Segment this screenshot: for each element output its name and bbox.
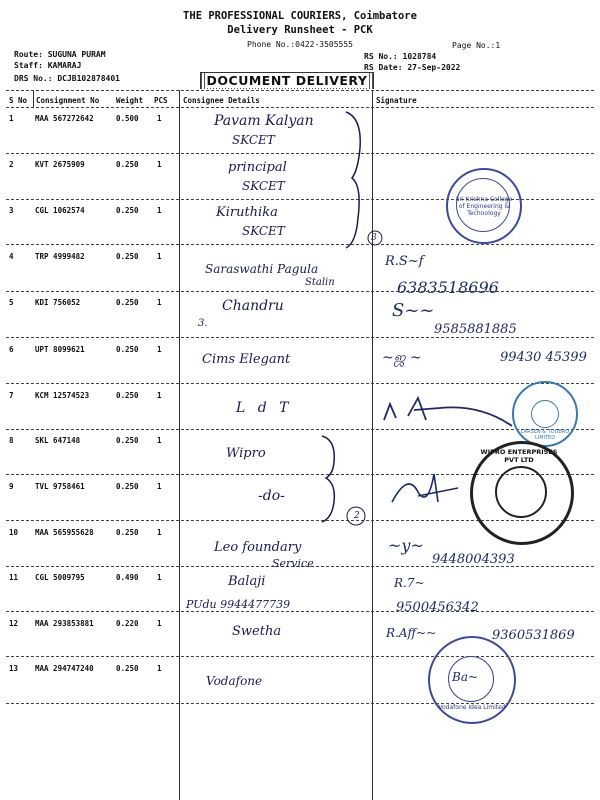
signature-lt xyxy=(380,390,520,430)
row-pcs: 1 xyxy=(157,345,162,354)
row-consignment: TRP 4999482 xyxy=(35,252,85,261)
row-sno: 13 xyxy=(9,664,19,673)
row-sno: 8 xyxy=(9,436,14,445)
row-separator xyxy=(6,244,594,245)
lt-stamp xyxy=(512,381,578,447)
signature-phone: 9360531869 xyxy=(492,628,575,643)
row-consignment: MAA 293853881 xyxy=(35,619,94,628)
row-pcs: 1 xyxy=(157,664,162,673)
bracket-count-3: 3 xyxy=(371,233,377,243)
rs-number: RS No.: 1028784 xyxy=(364,52,437,61)
consignee-handwriting-line2: PUdu 9944477739 xyxy=(186,598,291,611)
runsheet-subtitle: Delivery Runsheet - PCK xyxy=(227,24,373,36)
row-sno: 5 xyxy=(9,298,14,307)
signature-phone: 9500456342 xyxy=(396,600,479,615)
header-bottom-rule xyxy=(6,107,594,108)
consignee-handwriting-line2: SKCET xyxy=(242,179,285,193)
row-sno: 9 xyxy=(9,482,14,491)
row-sno: 4 xyxy=(9,252,14,261)
row-pcs: 1 xyxy=(157,206,162,215)
row-sno: 11 xyxy=(9,573,19,582)
college-stamp-text: Sri Krishna College of Engineering & Technology xyxy=(455,196,513,217)
row-sno: 3 xyxy=(9,206,14,215)
row-separator xyxy=(6,611,594,612)
row-weight: 0.250 xyxy=(116,298,139,307)
row-pcs: 1 xyxy=(157,252,162,261)
col-divider xyxy=(33,90,34,107)
bracket-count-2: 2 xyxy=(354,511,360,521)
row-pcs: 1 xyxy=(157,619,162,628)
vodafone-stamp-sign: Ba~ xyxy=(452,670,479,684)
row-consignment: MAA 567272642 xyxy=(35,114,94,123)
row-weight: 0.250 xyxy=(116,664,139,673)
row-weight: 0.250 xyxy=(116,345,139,354)
consignee-handwriting: Cims Elegant xyxy=(202,352,291,367)
wipro-stamp-text: WIPRO ENTERPRISES PVT LTD xyxy=(480,448,558,464)
row-consignment: KVT 2675909 xyxy=(35,160,85,169)
row-consignment: KCM 12574523 xyxy=(35,391,90,400)
consignee-handwriting: Chandru xyxy=(222,298,284,314)
row-weight: 0.250 xyxy=(116,252,139,261)
consignee-handwriting: L d T xyxy=(236,400,293,416)
consignee-handwriting: Vodafone xyxy=(206,674,263,688)
college-stamp xyxy=(446,168,522,244)
row-sno: 10 xyxy=(9,528,19,537)
consignee-handwriting: -do- xyxy=(258,488,285,504)
consignee-handwriting: Wipro xyxy=(226,446,266,461)
row-consignment: UPT 8099621 xyxy=(35,345,85,354)
row-consignment: SKL 647148 xyxy=(35,436,81,445)
bracket-rows-1-3 xyxy=(340,108,390,253)
runsheet-title: THE PROFESSIONAL COURIERS, Coimbatore xyxy=(183,10,417,22)
row-sno: 1 xyxy=(9,114,14,123)
row-consignment: KDI 756052 xyxy=(35,298,81,307)
row-consignment: MAA 294747240 xyxy=(35,664,94,673)
lt-stamp-text: LARSEN & TOUBRO LIMITED xyxy=(520,429,570,441)
col-divider-consignee xyxy=(179,90,180,800)
row-consignment: CGL 5009795 xyxy=(35,573,85,582)
note-3: 3. xyxy=(198,318,208,329)
row-sno: 12 xyxy=(9,619,19,628)
row-pcs: 1 xyxy=(157,482,162,491)
row-weight: 0.500 xyxy=(116,114,139,123)
signature-scribble: R.7~ xyxy=(394,576,425,590)
row-sno: 6 xyxy=(9,345,14,354)
col-consignment: Consignment No xyxy=(36,96,100,105)
signature-phone: 9585881885 xyxy=(434,322,517,337)
signature-phone: 99430 45399 xyxy=(500,350,587,365)
col-signature: Signature xyxy=(376,96,417,105)
consignee-handwriting: Balaji xyxy=(228,574,266,589)
consignee-handwriting-line2: Service xyxy=(272,557,314,570)
signature-scribble: R.Aff~~ xyxy=(386,626,437,640)
consignee-handwriting: Kiruthika xyxy=(216,205,278,220)
row-separator xyxy=(6,383,594,384)
row-pcs: 1 xyxy=(157,114,162,123)
row-weight: 0.250 xyxy=(116,528,139,537)
staff-label: Staff: KAMARAJ xyxy=(14,61,82,70)
row-sno: 7 xyxy=(9,391,14,400)
wipro-stamp xyxy=(470,441,574,545)
row-weight: 0.250 xyxy=(116,206,139,215)
document-delivery-text: DOCUMENT DELIVERY xyxy=(206,73,368,88)
col-weight: Weight xyxy=(116,96,144,105)
consignee-handwriting: Leo foundary xyxy=(214,540,302,555)
consignee-handwriting-line2: Stalin xyxy=(305,277,335,288)
row-weight: 0.250 xyxy=(116,436,139,445)
signature-scribble: R.S~f xyxy=(385,254,424,269)
row-weight: 0.220 xyxy=(116,619,139,628)
drs-number: DRS No.: DCJB102878401 xyxy=(14,74,120,83)
col-consignee: Consignee Details xyxy=(183,96,260,105)
row-separator xyxy=(6,291,594,292)
row-separator xyxy=(6,337,594,338)
row-consignment: TVL 9758461 xyxy=(35,482,85,491)
route-label: Route: SUGUNA PURAM xyxy=(14,50,106,59)
consignee-handwriting: Saraswathi Pagula xyxy=(205,262,319,276)
row-consignment: CGL 1062574 xyxy=(35,206,85,215)
row-pcs: 1 xyxy=(157,160,162,169)
row-pcs: 1 xyxy=(157,298,162,307)
row-pcs: 1 xyxy=(157,391,162,400)
signature-scribble: ~ஜ ~ xyxy=(382,350,422,366)
consignee-handwriting: Swetha xyxy=(232,624,282,639)
consignee-handwriting-line2: SKCET xyxy=(242,224,285,238)
phone-number: Phone No.:0422-3505555 xyxy=(247,40,353,49)
page-number: Page No.:1 xyxy=(452,41,501,50)
rs-date: RS Date: 27-Sep-2022 xyxy=(364,63,461,72)
signature-phone: 6383518696 xyxy=(397,278,499,297)
consignee-handwriting: Pavam Kalyan xyxy=(214,113,314,129)
col-pcs: PCS xyxy=(154,96,168,105)
row-weight: 0.250 xyxy=(116,482,139,491)
row-weight: 0.250 xyxy=(116,160,139,169)
col-sno: S No xyxy=(9,96,28,105)
vodafone-stamp-text: Vodafone Idea Limited xyxy=(438,704,506,711)
signature-phone: 9448004393 xyxy=(432,552,515,567)
row-pcs: 1 xyxy=(157,573,162,582)
row-pcs: 1 xyxy=(157,528,162,537)
row-separator xyxy=(6,153,594,154)
row-sno: 2 xyxy=(9,160,14,169)
table-top-rule xyxy=(6,90,594,91)
signature-scribble: S~~ xyxy=(392,300,435,321)
consignee-handwriting: principal xyxy=(228,160,287,175)
row-weight: 0.490 xyxy=(116,573,139,582)
consignee-handwriting-line2: SKCET xyxy=(232,133,275,147)
row-weight: 0.250 xyxy=(116,391,139,400)
signature-wipro xyxy=(388,462,468,512)
bracket-rows-8-9 xyxy=(316,432,376,527)
document-delivery-stamp xyxy=(200,72,374,89)
row-consignment: MAA 565955628 xyxy=(35,528,94,537)
vodafone-stamp xyxy=(428,636,516,724)
signature-scribble: ~y~ xyxy=(388,536,424,555)
row-pcs: 1 xyxy=(157,436,162,445)
